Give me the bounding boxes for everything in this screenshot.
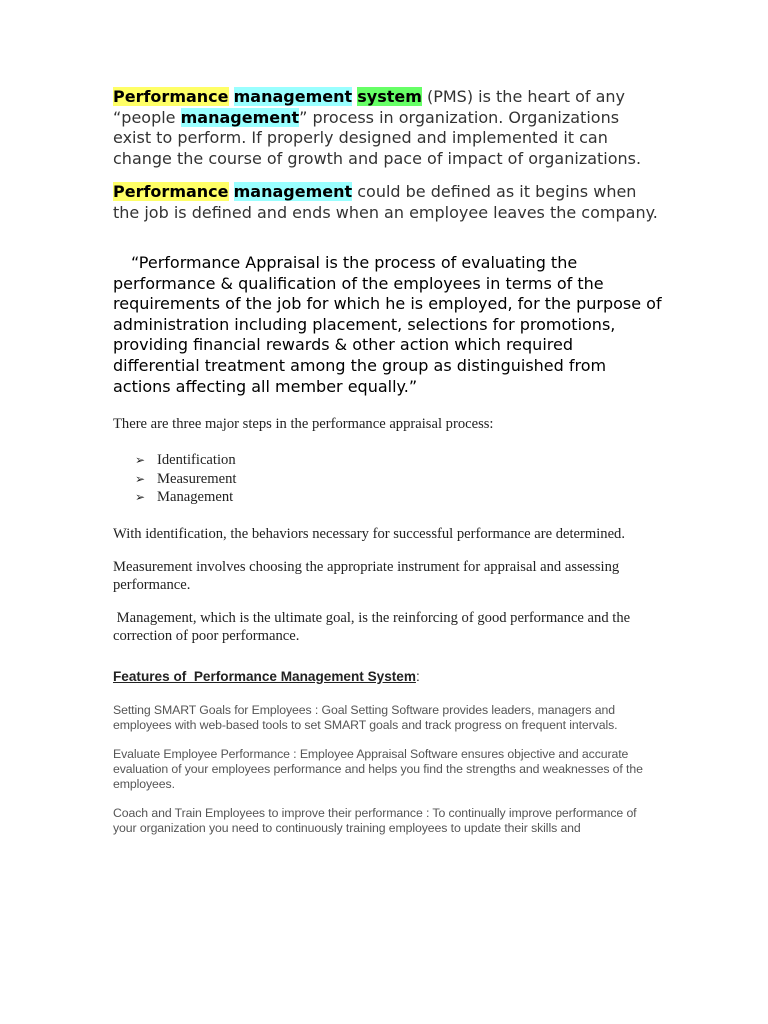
feature-smart-goals: Setting SMART Goals for Employees : Goal Setting Software provides leaders, managers and employees with web-based tools to set SMART goals and track progress on frequent intervals. [113,702,618,732]
intro-text-part-1: (PMS) is the heart of any “people [113,87,626,127]
features-heading [113,669,658,685]
features-heading-colon: : [415,668,420,684]
highlighted-term-management: management [180,107,300,127]
highlighted-term-management: management [233,87,353,106]
arrow-bullet-icon: ➢ [135,453,146,468]
steps-intro: There are three major steps in the performance appraisal process: [113,416,494,433]
identification-paragraph: With identification, the behaviors necessary for successful performance are determined. [113,525,626,542]
definition-text: could be defined as it begins when the job is defined and ends when an employee leaves the company. [113,182,658,222]
document-page [113,87,662,850]
management-paragraph: Management, which is the ultimate goal, is the reinforcing of good performance and the correction of poor performance. [113,609,634,644]
appraisal-quote-text: “Performance Appraisal is the process of evaluating the performance & qualification of the employees in terms of the requirements of the job for which he is employed, for the purpose of administration including placement, selections for promotions, providing financial rewards & other action which required differential treatment among the group as distinguished from actions affecting all member equally.” [113,253,662,396]
intro-paragraph-pms [113,87,658,169]
arrow-bullet-icon: ➢ [135,471,146,486]
step-label: Measurement [157,470,237,487]
intro-text-part-2: ” process in organization. Organizations exist to perform. If properly designed and implemented it can change the course of growth and pace of impact of organizations. [113,107,642,168]
steps-list [113,451,658,507]
feature-evaluate-performance: Evaluate Employee Performance : Employee Appraisal Software ensures objective and accurate evaluation of your employees performance and helps you find the strengths and weaknesses of the employees. [113,746,643,791]
features-heading-text: Features of Performance Management System [113,668,416,684]
feature-coach-train: Coach and Train Employees to improve their performance : To continually improve performance of your organization you need to continuously training employees to update their skills and [113,805,637,835]
highlighted-term-performance: Performance [113,87,229,106]
list-item [135,470,658,489]
step-label: Identification [157,452,236,469]
appraisal-quote [113,253,663,397]
highlighted-term-system: system [357,87,422,106]
list-item [135,488,658,507]
measurement-paragraph: Measurement involves choosing the appropriate instrument for appraisal and assessing performance. [113,558,620,593]
step-label: Management [157,489,234,506]
list-item [135,451,658,470]
highlighted-term-performance: Performance [113,182,229,201]
highlighted-term-management: management [233,182,353,201]
definition-paragraph [113,182,658,223]
arrow-bullet-icon: ➢ [135,490,146,505]
